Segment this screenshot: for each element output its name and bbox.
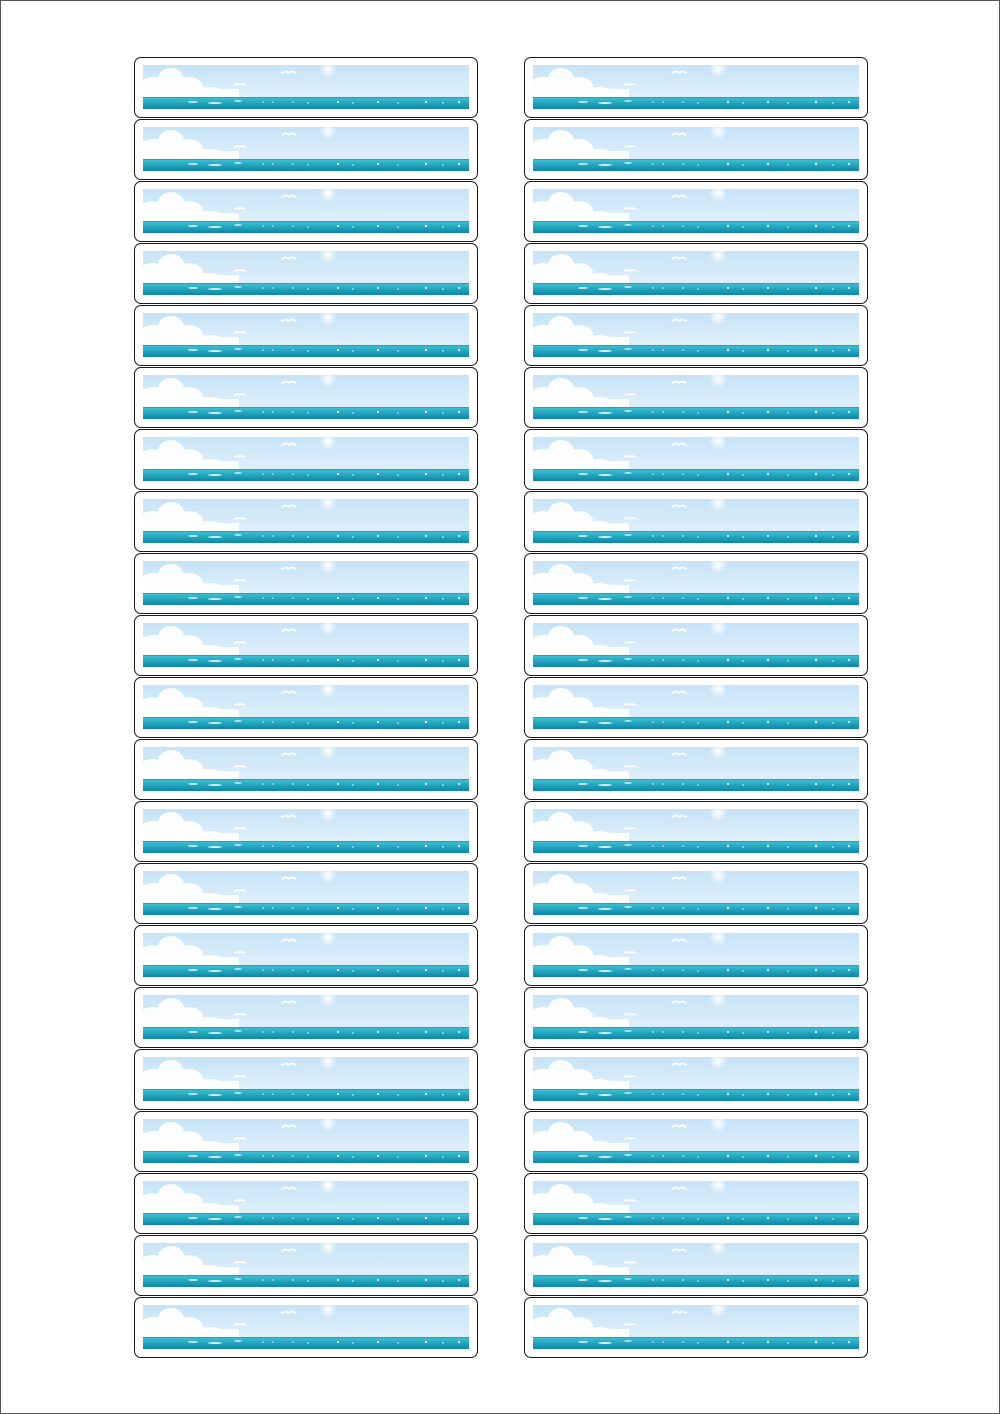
label-sticker [134, 1235, 478, 1296]
sky-sea-scene [533, 1243, 859, 1287]
label-sticker [134, 677, 478, 738]
sky-sea-scene [533, 251, 859, 295]
sea [143, 903, 469, 915]
sky-sea-scene [533, 127, 859, 171]
sea [533, 1275, 859, 1287]
label-sticker [524, 615, 868, 676]
label-sticker [524, 1235, 868, 1296]
label-sticker [134, 57, 478, 118]
sea [533, 779, 859, 791]
sea [533, 1027, 859, 1039]
sky-sea-scene [143, 499, 469, 543]
sea [143, 97, 469, 109]
label-sticker [524, 429, 868, 490]
sky-sea-scene [143, 65, 469, 109]
sea [143, 283, 469, 295]
label-column-left [134, 57, 478, 1358]
sky-sea-scene [533, 65, 859, 109]
label-sticker [134, 1049, 478, 1110]
sky-sea-scene [533, 1181, 859, 1225]
label-column-right [524, 57, 868, 1358]
sea [533, 1213, 859, 1225]
sky-sea-scene [143, 189, 469, 233]
label-sticker [134, 615, 478, 676]
sky-sea-scene [533, 995, 859, 1039]
sea [533, 345, 859, 357]
sea [533, 655, 859, 667]
sky-sea-scene [143, 809, 469, 853]
label-sticker [524, 181, 868, 242]
sea [143, 779, 469, 791]
sea [143, 717, 469, 729]
sky-sea-scene [533, 561, 859, 605]
sea [143, 345, 469, 357]
label-sticker [134, 181, 478, 242]
sky-sea-scene [533, 747, 859, 791]
sea [143, 1337, 469, 1349]
label-sticker [524, 491, 868, 552]
sky-sea-scene [533, 375, 859, 419]
sea [533, 1151, 859, 1163]
label-sticker [134, 1111, 478, 1172]
sky-sea-scene [143, 1305, 469, 1349]
sky-sea-scene [143, 1057, 469, 1101]
sea [143, 593, 469, 605]
sea [533, 469, 859, 481]
sky-sea-scene [143, 933, 469, 977]
label-sticker [524, 553, 868, 614]
label-sticker [524, 863, 868, 924]
label-sticker [134, 863, 478, 924]
label-sticker [524, 739, 868, 800]
label-sticker [524, 1111, 868, 1172]
label-sticker [134, 553, 478, 614]
sky-sea-scene [143, 1243, 469, 1287]
sky-sea-scene [143, 1119, 469, 1163]
sea [533, 717, 859, 729]
sky-sea-scene [533, 1119, 859, 1163]
sea [533, 841, 859, 853]
sky-sea-scene [143, 561, 469, 605]
sky-sea-scene [143, 127, 469, 171]
sea [143, 531, 469, 543]
sky-sea-scene [143, 747, 469, 791]
label-sticker [524, 1049, 868, 1110]
sea [143, 221, 469, 233]
sky-sea-scene [143, 437, 469, 481]
sea [533, 1337, 859, 1349]
label-sticker [524, 925, 868, 986]
label-sticker [524, 57, 868, 118]
label-sticker [524, 987, 868, 1048]
sea [143, 655, 469, 667]
sky-sea-scene [143, 1181, 469, 1225]
sky-sea-scene [143, 623, 469, 667]
label-sticker [524, 677, 868, 738]
sky-sea-scene [143, 375, 469, 419]
label-sticker [134, 367, 478, 428]
sky-sea-scene [143, 251, 469, 295]
sky-sea-scene [533, 871, 859, 915]
label-sticker [134, 801, 478, 862]
sea [143, 965, 469, 977]
label-sticker [134, 305, 478, 366]
sky-sea-scene [533, 499, 859, 543]
sea [533, 283, 859, 295]
sea [143, 841, 469, 853]
sky-sea-scene [533, 1057, 859, 1101]
label-sticker [524, 801, 868, 862]
label-sticker [134, 491, 478, 552]
label-sticker [134, 1297, 478, 1358]
label-sticker [134, 925, 478, 986]
label-sticker [524, 305, 868, 366]
sky-sea-scene [533, 189, 859, 233]
sea [533, 531, 859, 543]
label-sticker [134, 429, 478, 490]
sky-sea-scene [533, 1305, 859, 1349]
sea [143, 1213, 469, 1225]
sea [143, 469, 469, 481]
sea [533, 903, 859, 915]
label-sticker [134, 119, 478, 180]
sea [143, 159, 469, 171]
sea [143, 407, 469, 419]
label-sticker [524, 367, 868, 428]
sea [533, 221, 859, 233]
sky-sea-scene [533, 623, 859, 667]
sky-sea-scene [533, 685, 859, 729]
sea [143, 1089, 469, 1101]
sea [143, 1151, 469, 1163]
sea [533, 97, 859, 109]
label-sticker [524, 119, 868, 180]
sea [533, 593, 859, 605]
label-sticker [524, 1297, 868, 1358]
sea [143, 1275, 469, 1287]
label-sticker [134, 243, 478, 304]
sea [533, 407, 859, 419]
label-sticker [524, 1173, 868, 1234]
sea [533, 1089, 859, 1101]
label-sticker [524, 243, 868, 304]
sky-sea-scene [143, 685, 469, 729]
sky-sea-scene [533, 437, 859, 481]
sky-sea-scene [533, 933, 859, 977]
label-sticker [134, 987, 478, 1048]
sea [143, 1027, 469, 1039]
sky-sea-scene [143, 871, 469, 915]
sea [533, 965, 859, 977]
sky-sea-scene [533, 313, 859, 357]
sea [533, 159, 859, 171]
label-sticker [134, 1173, 478, 1234]
sky-sea-scene [143, 313, 469, 357]
sky-sea-scene [143, 995, 469, 1039]
sky-sea-scene [533, 809, 859, 853]
label-sticker [134, 739, 478, 800]
